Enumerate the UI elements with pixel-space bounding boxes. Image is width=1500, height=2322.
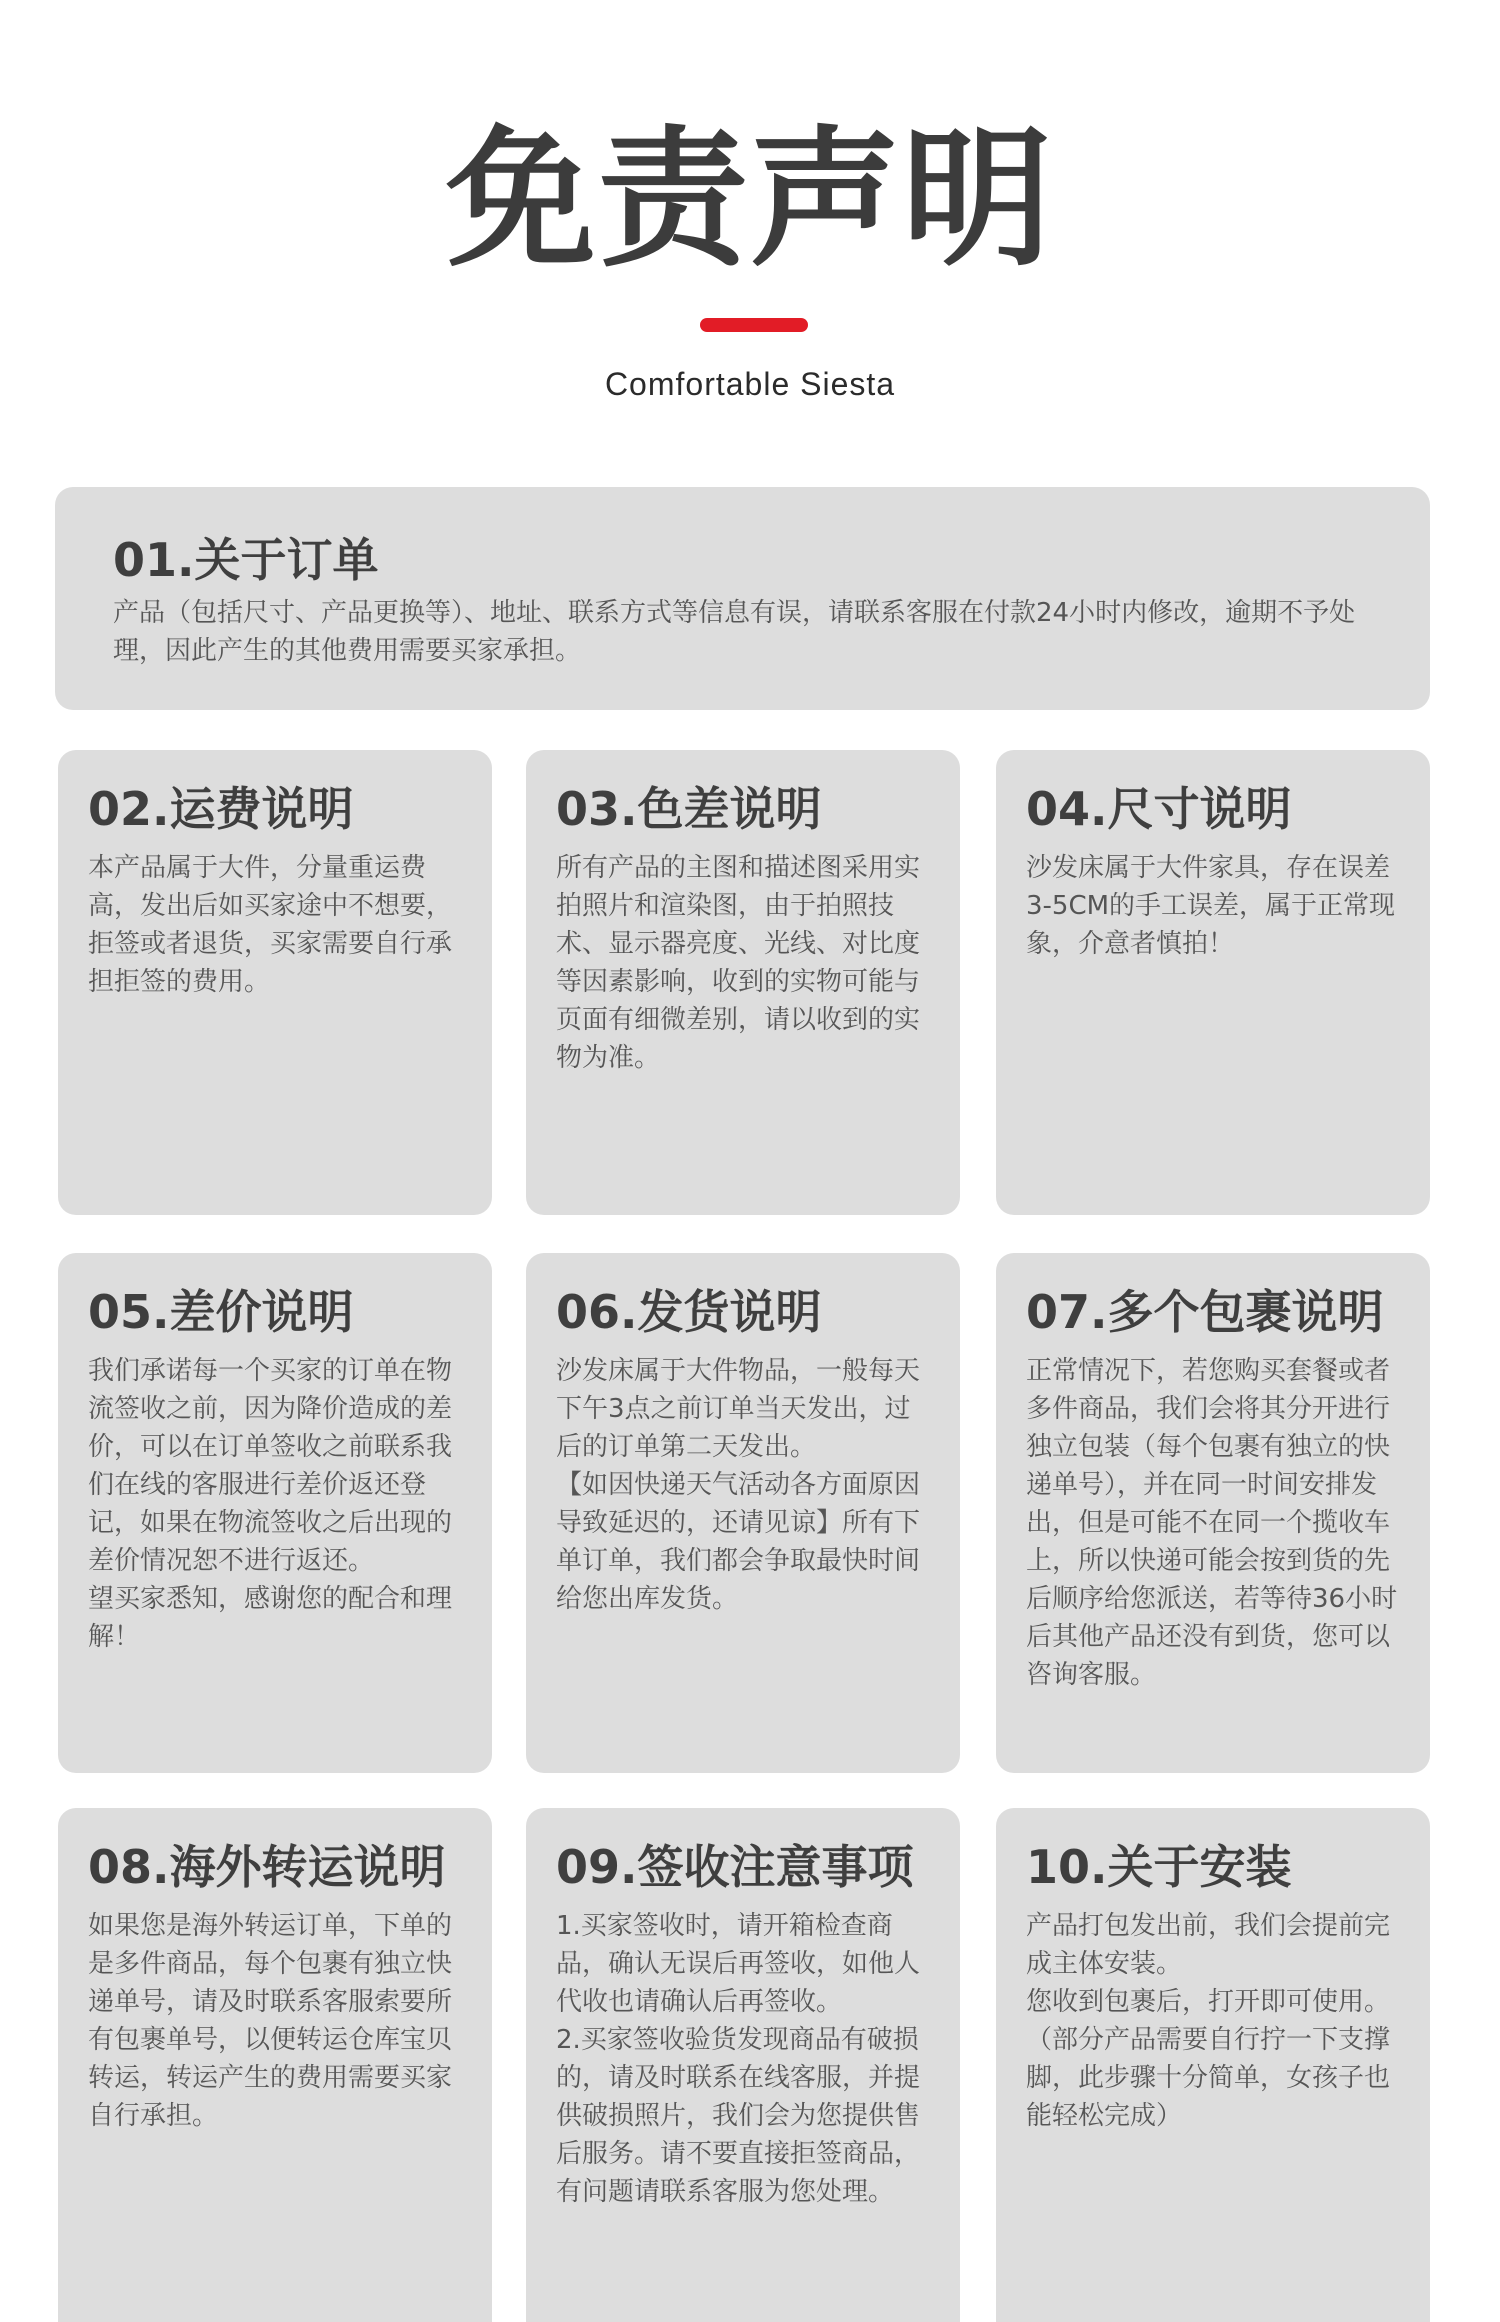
section-body: 产品打包发出前，我们会提前完成主体安装。 您收到包裹后，打开即可使用。 （部分产品需要自行拧一下支撑脚，此步骤十分简单，女孩子也能轻松完成） [1026,1911,1391,2132]
section-title: 06.发货说明 [556,1285,822,1339]
section-title: 01.关于订单 [113,533,379,587]
section-card-multiple-packages [996,1253,1430,1773]
section-card-receipt-notes [526,1808,960,2322]
section-body: 1.买家签收时，请开箱检查商品，确认无误后再签收，如他人代收也请确认后再签收。 2.买家签收验货发现商品有破损的，请及时联系在线客服，并提供破损照片，我们会为您提供售后服务。请不要直接拒签商品，有问题请联系客服为您处理。 [556,1911,921,2208]
section-card-size [996,750,1430,1215]
section-title: 02.运费说明 [88,782,354,836]
section-card-price-difference [58,1253,492,1773]
section-body: 所有产品的主图和描述图采用实拍照片和渲染图，由于拍照技术、显示器亮度、光线、对比度等因素影响，收到的实物可能与页面有细微差别，请以收到的实物为准。 [556,853,921,1074]
section-body: 沙发床属于大件家具，存在误差3-5CM的手工误差，属于正常现象，介意者慎拍！ [1026,853,1396,960]
section-card-shipping-fee [58,750,492,1215]
section-card-color-difference [526,750,960,1215]
section-body: 产品（包括尺寸、产品更换等）、地址、联系方式等信息有误，请联系客服在付款24小时内修改，逾期不予处理，因此产生的其他费用需要买家承担。 [113,598,1356,667]
section-card-installation [996,1808,1430,2322]
section-card-delivery [526,1253,960,1773]
section-body: 本产品属于大件，分量重运费高，发出后如买家途中不想要，拒签或者退货，买家需要自行承担拒签的费用。 [88,853,453,998]
section-title: 04.尺寸说明 [1026,782,1292,836]
section-title: 10.关于安装 [1026,1840,1292,1894]
page-subtitle: Comfortable Siesta [604,366,896,402]
section-title: 07.多个包裹说明 [1026,1285,1384,1339]
section-title: 08.海外转运说明 [88,1840,446,1894]
section-body: 我们承诺每一个买家的订单在物流签收之前，因为降价造成的差价，可以在订单签收之前联系我们在线的客服进行差价返还登记，如果在物流签收之后出现的差价情况恕不进行返还。 望买家悉知，感谢您的配合和理解！ [88,1356,453,1653]
section-card-overseas-forwarding [58,1808,492,2322]
section-title: 03.色差说明 [556,782,822,836]
section-body: 如果您是海外转运订单，下单的是多件商品，每个包裹有独立快递单号，请及时联系客服索要所有包裹单号，以便转运仓库宝贝转运，转运产生的费用需要买家自行承担。 [88,1911,453,2132]
page-header [0,0,1500,470]
section-title: 09.签收注意事项 [556,1840,914,1894]
page-title: 免责声明 [445,113,1054,287]
section-body: 正常情况下，若您购买套餐或者多件商品，我们会将其分开进行独立包装（每个包裹有独立的快递单号），并在同一时间安排发出，但是可能不在同一个揽收车上，所以快递可能会按到货的先后顺序给您派送，若等待36小时后其他产品还没有到货，您可以咨询客服。 [1026,1356,1398,1691]
section-title: 05.差价说明 [88,1285,354,1339]
section-body: 沙发床属于大件物品，一般每天下午3点之前订单当天发出，过后的订单第二天发出。 【如因快递天气活动各方面原因导致延迟的，还请见谅】所有下单订单，我们都会争取最快时间给您出库发货。 [556,1356,921,1615]
title-accent-bar [700,318,808,332]
section-card-order [55,487,1430,710]
